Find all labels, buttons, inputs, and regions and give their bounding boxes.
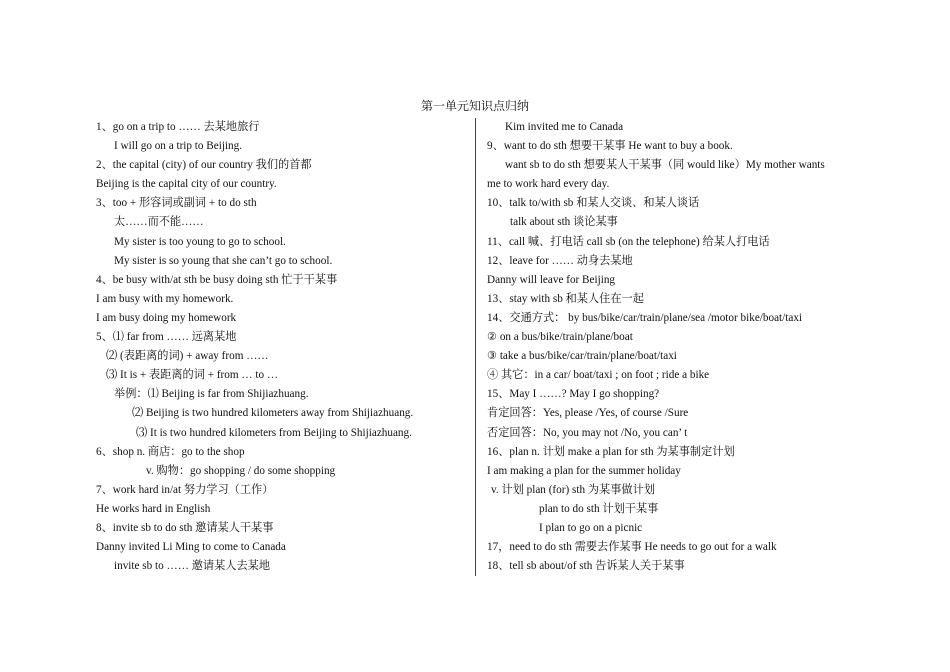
note-line: 4、be busy with/at sth be busy doing sth 忙于干某事 <box>96 273 338 286</box>
note-line: v. 计划 plan (for) sth 为某事做计划 <box>491 483 655 496</box>
page-title: 第一单元知识点归纳 <box>420 99 529 113</box>
note-line: 11、call 喊、打电话 call sb (on the telephone) 给某人打电话 <box>487 235 770 248</box>
note-line: Danny invited Li Ming to come to Canada <box>96 541 286 554</box>
note-line: ⑶ It is two hundred kilometers from Beijing to Shijiazhuang. <box>136 426 412 439</box>
note-line: v. 购物：go shopping / do some shopping <box>146 464 336 477</box>
note-line: Beijing is the capital city of our country. <box>96 178 277 191</box>
note-line: 3、too + 形容词或副词 + to do sth <box>96 197 257 210</box>
note-line: Kim invited me to Canada <box>505 121 624 133</box>
note-line: 13、stay with sb 和某人住在一起 <box>487 292 644 305</box>
note-line: 2、the capital (city) of our country 我们的首都 <box>96 159 312 172</box>
note-line: I am making a plan for the summer holiday <box>487 464 681 477</box>
note-line: 18、tell sb about/of sth 告诉某人关于某事 <box>487 560 685 573</box>
note-line: 1、go on a trip to …… 去某地旅行 <box>96 121 260 133</box>
note-line: 15、May I ……? May I go shopping? <box>487 388 660 401</box>
left-column <box>96 118 468 576</box>
note-line: invite sb to …… 邀请某人去某地 <box>114 560 271 573</box>
note-line: 8、invite sb to do sth 邀请某人干某事 <box>96 521 274 534</box>
note-line: ⑵ (表距离的词) + away from …… <box>106 350 269 363</box>
note-line: 举例：⑴ Beijing is far from Shijiazhuang. <box>114 388 309 401</box>
note-line: 12、leave for …… 动身去某地 <box>487 254 633 267</box>
note-line: I am busy doing my homework <box>96 311 237 324</box>
note-line: 6、shop n. 商店：go to the shop <box>96 445 245 458</box>
note-line: ⑶ It is + 表距离的词 + from … to … <box>106 369 279 382</box>
right-column <box>487 118 867 576</box>
note-line: My sister is too young to go to school. <box>114 235 286 248</box>
note-line: talk about sth 谈论某事 <box>510 216 618 229</box>
column-divider <box>475 118 476 576</box>
note-line: 否定回答：No, you may not /No, you can’ t <box>487 426 688 439</box>
note-line: I will go on a trip to Beijing. <box>114 140 243 153</box>
note-line: He works hard in English <box>96 502 211 515</box>
note-line: me to work hard every day. <box>487 178 610 191</box>
note-line: 16、plan n. 计划 make a plan for sth 为某事制定计划 <box>487 445 735 458</box>
note-line: 5、⑴ far from …… 远离某地 <box>96 331 237 344</box>
note-line: want sb to do sth 想要某人干某事（同 would like）My mother wants <box>505 159 825 172</box>
note-line: ④ 其它：in a car/ boat/taxi ; on foot ; ride a bike <box>487 369 710 382</box>
note-line: 肯定回答：Yes, please /Yes, of course /Sure <box>487 407 689 420</box>
note-line: I am busy with my homework. <box>96 292 234 305</box>
note-line: 太……而不能…… <box>114 216 204 229</box>
note-line: My sister is so young that she can’t go to school. <box>114 254 333 267</box>
note-line: ③ take a bus/bike/car/train/plane/boat/taxi <box>487 350 677 363</box>
note-line: 7、work hard in/at 努力学习（工作） <box>96 483 274 496</box>
note-line: Danny will leave for Beijing <box>487 273 616 286</box>
note-line: plan to do sth 计划干某事 <box>539 502 659 515</box>
note-line: 14、交通方式： by bus/bike/car/train/plane/sea /motor bike/boat/taxi <box>487 311 803 324</box>
note-line: ② on a bus/bike/train/plane/boat <box>487 331 633 344</box>
note-line: 17，need to do sth 需要去作某事 He needs to go out for a walk <box>487 541 777 554</box>
note-line: 9、want to do sth 想要干某事 He want to buy a book. <box>487 140 733 153</box>
note-line: I plan to go on a picnic <box>539 521 643 534</box>
note-line: ⑵ Beijing is two hundred kilometers away from Shijiazhuang. <box>132 407 414 420</box>
note-line: 10、talk to/with sb 和某人交谈、和某人谈话 <box>487 197 700 210</box>
